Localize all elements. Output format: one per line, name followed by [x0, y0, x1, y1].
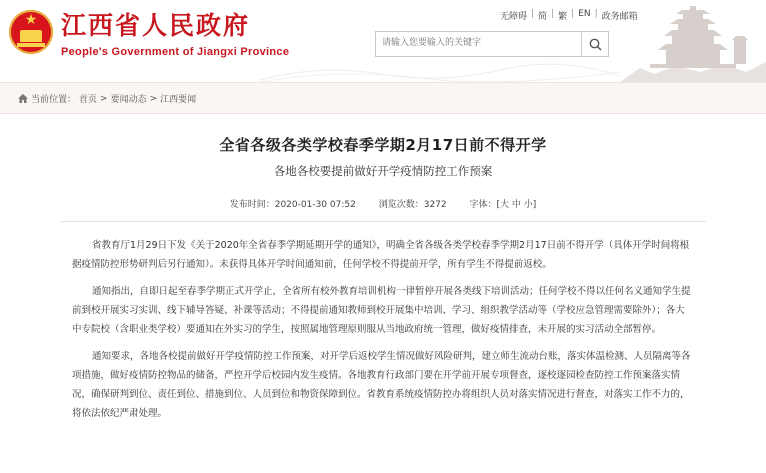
gov-mail-link[interactable]: 政务邮箱: [601, 12, 638, 22]
site-subtitle: People's Government of Jiangxi Province: [61, 46, 290, 58]
site-title[interactable]: 江西省人民政府: [61, 11, 251, 40]
breadcrumb-bar: [0, 83, 766, 114]
article-meta: [0, 197, 766, 210]
breadcrumb: [18, 92, 196, 105]
view-count: 浏览次数：3272: [378, 200, 447, 210]
separator: |: [551, 9, 555, 19]
search-input[interactable]: [376, 32, 588, 54]
site-header: [0, 0, 766, 83]
publish-time: 发布时间：2020-01-30 07:52: [229, 200, 356, 210]
article-paragraph: 省教育厅1月29日下发《关于2020年全省春季学期延期开学的通知》，明确全省各级各类学校春季学期2月17日前不得开学（具体开学时间将根据疫情防控形势研判后另行通知）。未获得具体开学时间通知前，任何学校不得提前开学，所有学生不得提前返校。: [72, 240, 690, 270]
decorative-pattern: [260, 60, 620, 82]
search-box: [375, 31, 609, 57]
separator: |: [531, 9, 535, 19]
breadcrumb-home[interactable]: 首页: [79, 95, 98, 105]
search-icon: [589, 38, 602, 51]
english-link[interactable]: EN: [578, 9, 591, 19]
breadcrumb-separator: >: [100, 93, 108, 104]
article-body: [72, 236, 694, 431]
traditional-link[interactable]: 繁: [558, 12, 568, 22]
home-icon: [18, 94, 28, 103]
search-button[interactable]: [581, 32, 608, 56]
article-paragraph: 通知指出，自即日起至春季学期正式开学止，全省所有校外教育培训机构一律暂停开展各类线下培训活动；任何学校不得以任何名义通知学生提前到校开展实习实训、线下辅导答疑、补课等活动；不得提前通知教师到校开展集中培训、学习、组织教学活动等（学校应急管理需要除外）；各大中专院校（含职业类学校）要通知在外实习的学生，按照属地管理原则服从当地政府统一管理，做好疫情排查，未开展的实习活动全部暂停。: [72, 286, 691, 335]
article-paragraph: 通知要求，各地各校提前做好开学疫情防控工作预案，对开学后返校学生情况做好风险研判，建立师生流动台账，落实体温检测、人员隔离等各项措施，做好疫情防控物品的储备，严控开学后校园内发生疫情。各地教育行政部门要在开学前开展专项督查，逐校逐园检查防控工作预案落实情况，确保研判到位、责任到位、措施到位、人员到位和物资保障到位。省教育系统疫情防控办将组织人员对落实情况进行督查，对落实工作不力的，将依法依纪严肃处理。: [72, 351, 691, 419]
divider: [60, 221, 706, 222]
breadcrumb-jiangxi-news[interactable]: 江西要闻: [160, 95, 197, 105]
article-content: [0, 114, 766, 473]
separator: |: [571, 9, 575, 19]
breadcrumb-separator: >: [149, 93, 158, 104]
simplified-link[interactable]: 简: [538, 12, 548, 22]
top-links: [500, 9, 638, 22]
font-size-control[interactable]: 字体：[大 中 小]: [469, 200, 537, 210]
accessibility-link[interactable]: 无障碍: [500, 12, 528, 22]
breadcrumb-label: 当前位置：: [31, 95, 77, 105]
separator: |: [594, 9, 598, 19]
article-title: 全省各级各类学校春季学期2月17日前不得开学: [219, 136, 547, 154]
national-emblem-icon[interactable]: ★: [9, 10, 53, 54]
article-subtitle: 各地各校要提前做好开学疫情防控工作预案: [273, 164, 493, 178]
pavilion-illustration: [620, 0, 766, 82]
breadcrumb-news[interactable]: 要闻动态: [110, 95, 147, 105]
